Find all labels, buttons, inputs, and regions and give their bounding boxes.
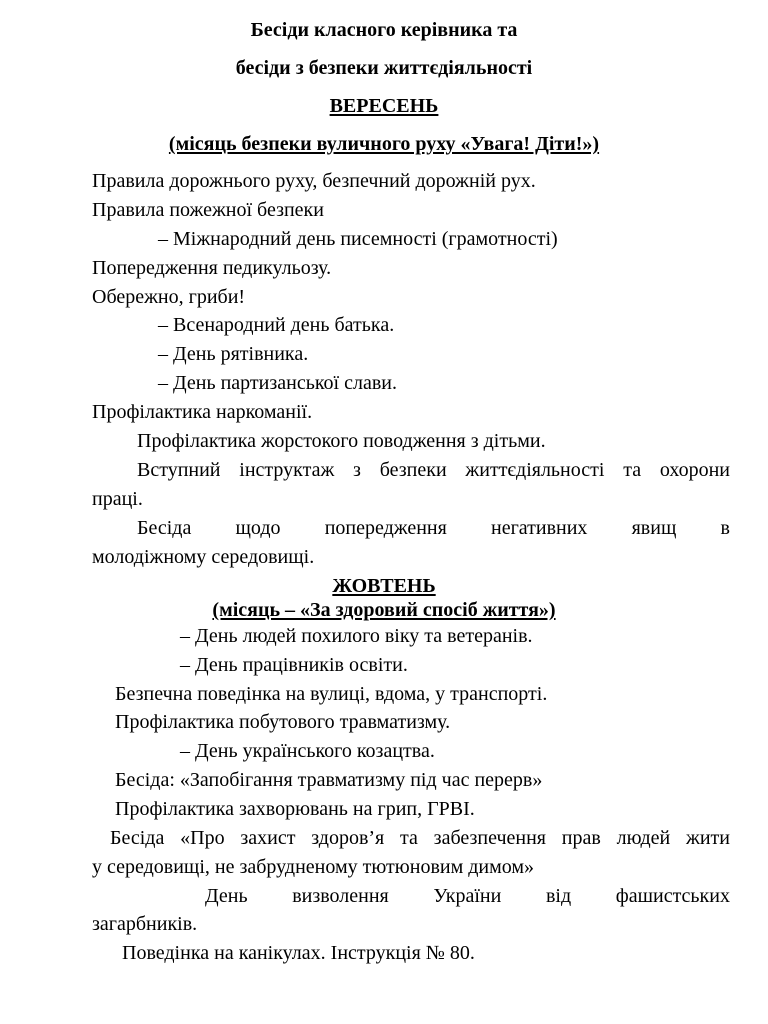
document-title-line-2: бесіди з безпеки життєдіяльності — [235, 57, 533, 79]
word: явищ — [631, 517, 677, 539]
word: Бесіда — [137, 517, 192, 539]
justified-line — [205, 884, 730, 908]
justified-line — [137, 516, 730, 540]
list-item: Безпечна поведінка на вулиці, вдома, у транспорті. — [115, 683, 548, 705]
list-item: Профілактика захворювань на грип, ГРВІ. — [115, 798, 475, 820]
word: День — [205, 885, 248, 907]
word: від — [545, 885, 572, 907]
document-title-line-1: Бесіди класного керівника та — [250, 19, 518, 41]
list-item: – День людей похилого віку та ветеранів. — [180, 625, 533, 647]
list-item-continuation: праці. — [92, 488, 143, 510]
list-item: Бесіда: «Запобігання травматизму під час перерв» — [115, 769, 543, 791]
word: фашистських — [615, 885, 730, 907]
list-item-continuation: загарбників. — [92, 913, 198, 935]
list-item: Правила дорожнього руху, безпечний дорожній рух. — [92, 170, 536, 192]
list-item: Поведінка на канікулах. Інструкція № 80. — [122, 942, 475, 964]
list-item: Профілактика побутового травматизму. — [115, 711, 451, 733]
october-heading: ЖОВТЕНЬ — [332, 575, 436, 597]
list-item: – День українського козацтва. — [180, 740, 435, 762]
word: України — [433, 885, 502, 907]
word: визволення — [292, 885, 389, 907]
list-item: Вступний інструктаж з безпеки життєдіяльності та охорони — [137, 459, 730, 481]
september-heading: ВЕРЕСЕНЬ — [329, 95, 439, 117]
list-item: Профілактика жорстокого поводження з дітьми. — [137, 430, 546, 452]
list-item: – День працівників освіти. — [180, 654, 408, 676]
october-subheading: (місяць – «За здоровий спосіб життя») — [212, 599, 556, 621]
list-item: – Всенародний день батька. — [158, 314, 395, 336]
list-item-continuation: молодіжному середовищі. — [92, 546, 315, 568]
list-item-continuation: у середовищі, не забрудненому тютюновим димом» — [92, 856, 535, 878]
word: щодо — [235, 517, 281, 539]
list-item: – Міжнародний день писемності (грамотності) — [158, 228, 558, 250]
word: попередження — [324, 517, 447, 539]
list-item: Правила пожежної безпеки — [92, 199, 324, 221]
list-item: Попередження педикульозу. — [92, 257, 332, 279]
list-item: Бесіда «Про захист здоров’я та забезпечення прав людей жити — [110, 827, 730, 849]
list-item: Профілактика наркоманії. — [92, 401, 313, 423]
list-item: Обережно, гриби! — [92, 286, 246, 308]
list-item: – День рятівника. — [158, 343, 309, 365]
september-subheading: (місяць безпеки вуличного руху «Увага! Діти!») — [168, 133, 600, 155]
word: негативних — [490, 517, 588, 539]
list-item: – День партизанської слави. — [158, 372, 397, 394]
word: в — [720, 517, 730, 539]
